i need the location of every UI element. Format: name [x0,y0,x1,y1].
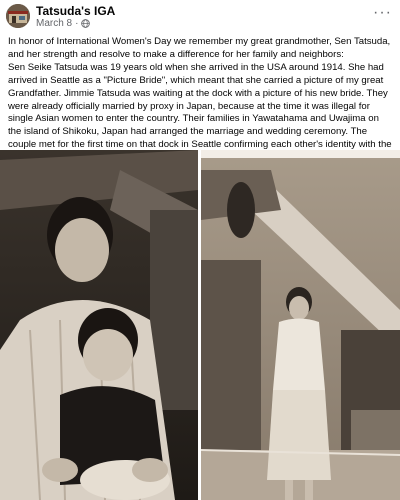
post-paragraph-intro: In honor of International Women's Day we remember my great grandmother, Sen Tatsuda, and her strength and resolve to make a difference for her family and neighbors: [8,36,391,60]
post-header [0,0,400,32]
globe-icon [81,19,90,28]
post-date[interactable]: March 8 [36,18,73,29]
more-options-icon[interactable]: ··· [373,4,392,21]
photo-mother-and-child[interactable] [0,150,198,500]
post-paragraph-story: Sen Seike Tatsuda was 19 years old when she arrived in the USA around 1914. She had arrived in Seattle as a "Picture Bride", which meant that she carried a picture of my great Grandfather. Jimmie Tatsuda was waiting at the dock with a picture of his new bride. They were already officially married by proxy in Japan, because at the time it was illegal for single Asian women to enter the country. Their families in Yawatahama and Uwajima on the island of Shikoku, Japan had arranged the marriage and wedding ceremony. The couple met for the first time on that dock in Seattle confirming each other's identity with the [8,61,392,151]
photo-woman-standing[interactable] [201,150,400,500]
meta-separator: · [75,18,79,29]
post-meta [36,18,90,29]
photo-grid [0,150,400,500]
page-name-link[interactable]: Tatsuda's IGA [36,4,116,18]
store-avatar-icon[interactable] [6,4,30,28]
